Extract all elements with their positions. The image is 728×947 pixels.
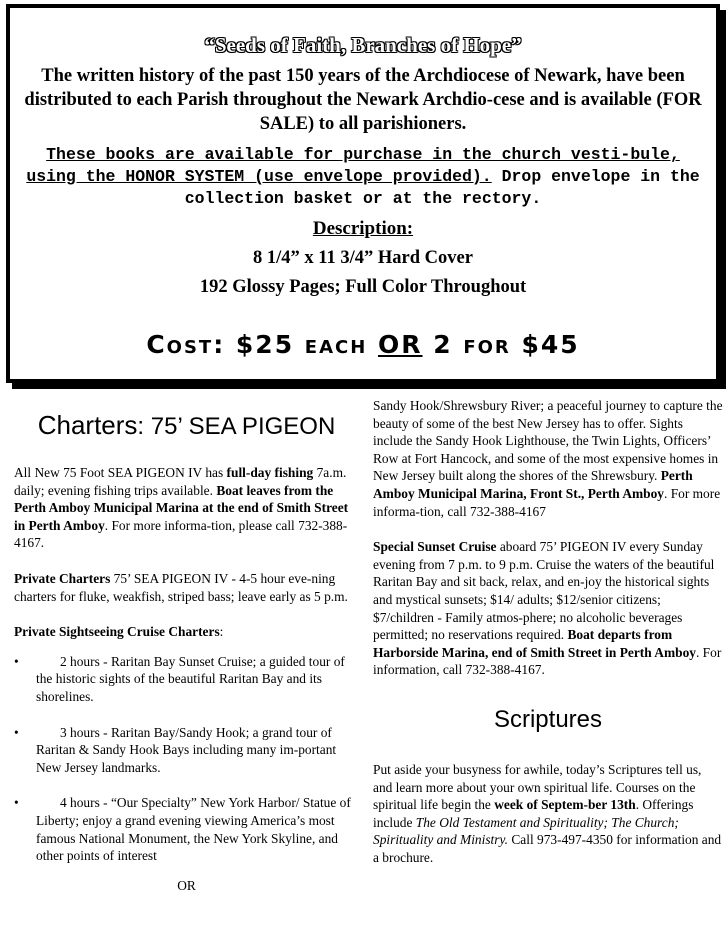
cost-pair: 2 for $45 — [422, 330, 580, 359]
charters-heading — [14, 410, 359, 442]
sandy-hook-text-1: Sandy Hook/Shrewsbury River; a peaceful journey to capture the beauty of some of the best New Jersey has to offer. Sights include the Sandy Hook Lighthouse, the Twin Lights, Officers’ Row at Fort Hancock, and some of the most expensive homes in New Jersey built along the shores of the Shrewsbury. — [373, 398, 723, 484]
cruise-option-2h: 2 hours - Raritan Bay Sunset Cruise; a guided tour of the historic sights of the beautiful Raritan Bay and its shorelines. — [36, 653, 345, 704]
scriptures-text-2: week of Septem-ber 13th — [494, 797, 636, 813]
purchase-instructions-underlined: These books are available for purchase in the church vesti-bule, using the HONOR SYSTEM (use envelope provided). — [26, 145, 680, 186]
sunset-cruise-paragraph — [373, 538, 723, 679]
scriptures-heading: Scriptures — [493, 705, 603, 733]
charters-paragraph-private — [14, 570, 359, 605]
sandy-hook-text-2: Perth Amboy Municipal Marina, Front St., Perth Amboy — [373, 468, 693, 501]
book-intro: The written history of the past 150 years of the Archdiocese of Newark, have been distributed to each Parish throughout the Newark Archdio-cese and is available (FOR SALE) to all parishioners. — [24, 66, 702, 134]
list-item — [14, 653, 359, 706]
bullet-icon: • — [14, 724, 19, 740]
cost-line — [10, 330, 716, 359]
sandy-hook-paragraph — [373, 397, 723, 520]
sightseeing-label: Private Sightseeing Cruise Charters — [14, 624, 220, 640]
cost-or: OR — [378, 330, 423, 359]
list-item — [14, 794, 359, 864]
fishing-text-4: Boat leaves from the Perth Amboy Municipal Marina at the end of Smith Street in Perth Amboy — [14, 482, 349, 533]
fishing-text-2: full-day fishing — [226, 465, 314, 480]
fishing-text-3: 7a.m. daily; evening fishing trips available. — [14, 465, 347, 498]
purchase-instructions — [26, 144, 700, 210]
charters-column — [14, 410, 359, 894]
private-charters-label: Private Charters — [14, 570, 111, 586]
private-charters-text: 75’ SEA PIGEON IV - 4-5 hour eve-ning charters for fluke, weakfish, striped bass; leave early as 5 p.m. — [14, 570, 348, 604]
fishing-text-1: All New 75 Foot SEA PIGEON IV has — [14, 465, 227, 480]
sunset-cruise-label: Special Sunset Cruise — [373, 539, 497, 555]
sandy-hook-text-3: . For more informa-tion, call 732-388-4167 — [373, 485, 721, 519]
or-separator: OR — [177, 877, 196, 893]
bullet-icon: • — [14, 653, 19, 669]
right-column — [373, 397, 723, 866]
description-heading: Description: — [312, 218, 414, 239]
bullet-icon: • — [14, 795, 19, 811]
list-item — [14, 724, 359, 777]
book-announcement-box — [6, 4, 720, 383]
description-pages: 192 Glossy Pages; Full Color Throughout — [199, 277, 527, 297]
purchase-instructions-rest: Drop envelope in the collection basket or at the rectory. — [184, 167, 700, 208]
cruise-options-list — [14, 653, 359, 865]
sunset-cruise-departure: Boat departs from Harborside Marina, end of Smith Street in Perth Amboy — [373, 627, 696, 660]
sightseeing-colon: : — [219, 624, 224, 640]
charters-heading-boat: : 75’ SEA PIGEON — [137, 413, 336, 440]
charters-heading-main: Charters — [37, 410, 138, 440]
sunset-cruise-contact: . For information, call 732-388-4167. — [373, 644, 722, 678]
scriptures-text-4: The Old Testament and Spirituality; The Church; Spirituality and Ministry. — [373, 814, 679, 848]
fishing-text-5: . For more informa-tion, please call 732-388-4167. — [14, 517, 348, 551]
cost-single: Cost: $25 each — [146, 330, 378, 359]
scriptures-text-5: Call 973-497-4350 for information and a brochure. — [373, 832, 722, 865]
scriptures-text-1: Put aside your busyness for awhile, today’s Scriptures tell us, and learn more about your own spiritual life. Courses on the spiritual life begin the — [373, 761, 702, 813]
cruise-option-3h: 3 hours - Raritan Bay/Sandy Hook; a grand tour of Raritan & Sandy Hook Bays including many im-portant New Jersey landmarks. — [36, 724, 337, 775]
sunset-cruise-text: aboard 75’ PIGEON IV every Sunday evening from 7 p.m. to 9 p.m. Cruise the waters of the beautiful Raritan Bay and sit back, relax, and en-joy the historical sights and mystical sunsets; $14/ adults; $12/senior citizens; $7/children - Family atmos-phere; no alcoholic beverages permitted; no reservations required. — [373, 539, 715, 643]
scriptures-text-3: . Offerings include — [373, 797, 694, 830]
charters-paragraph-sightseeing — [14, 623, 359, 641]
scriptures-paragraph — [373, 761, 723, 867]
cruise-option-4h: 4 hours - “Our Specialty” New York Harbor/ Statue of Liberty; enjoy a grand evening viewing America’s most famous National Monument, the New York Skyline, and other points of interest — [36, 795, 351, 864]
description-size: 8 1/4” x 11 3/4” Hard Cover — [253, 248, 473, 268]
book-title: “Seeds of Faith, Branches of Hope” — [204, 33, 522, 57]
charters-paragraph-fishing — [14, 464, 359, 552]
